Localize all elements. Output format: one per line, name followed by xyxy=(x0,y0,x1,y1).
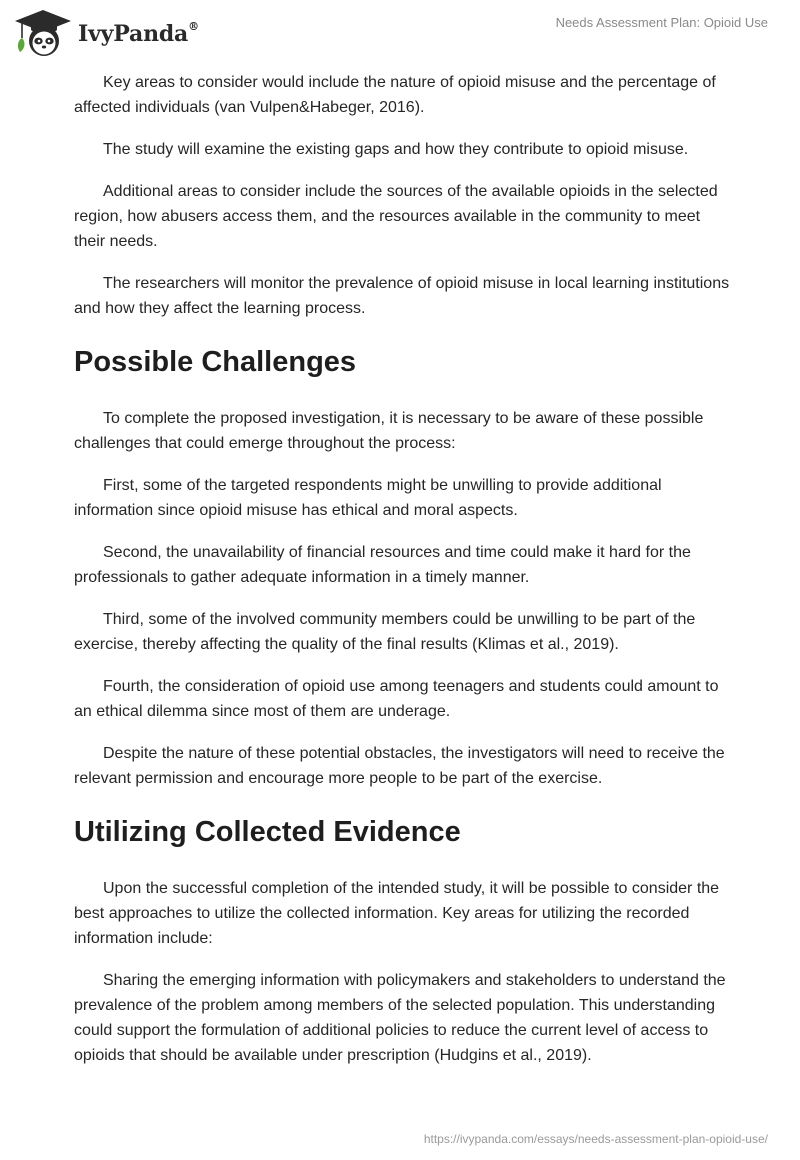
paragraph: Additional areas to consider include the sources of the available opioids in the selected region, how abusers access them, and the resources available in the community to meet their needs. xyxy=(74,183,718,250)
brand-name: IvyPanda® xyxy=(78,19,199,47)
paragraph: Despite the nature of these potential obstacles, the investigators will need to receive the relevant permission and encourage more people to be part of the exercise. xyxy=(74,745,725,787)
paragraph: The researchers will monitor the prevalence of opioid misuse in local learning institutions and how they affect the learning process. xyxy=(74,275,730,317)
panda-graduation-cap-icon xyxy=(14,8,72,58)
source-url[interactable]: https://ivypanda.com/essays/needs-assessment-plan-opioid-use/ xyxy=(423,1132,768,1146)
essay-body xyxy=(74,70,734,1085)
paragraph: Upon the successful completion of the intended study, it will be possible to consider the best approaches to utilize the collected information. Key areas for utilizing the recorded information include: xyxy=(74,880,720,947)
paragraph: First, some of the targeted respondents might be unwilling to provide additional information since opioid misuse has ethical and moral aspects. xyxy=(74,477,662,519)
paragraph: Fourth, the consideration of opioid use among teenagers and students could amount to an ethical dilemma since most of them are underage. xyxy=(74,678,719,720)
paragraph: Key areas to consider would include the nature of opioid misuse and the percentage of affected individuals (van Vulpen&Habeger, 2016). xyxy=(74,74,716,116)
section-heading-utilizing-collected-evidence: Utilizing Collected Evidence xyxy=(74,816,461,848)
paragraph: Second, the unavailability of financial resources and time could make it hard for the professionals to gather adequate information in a timely manner. xyxy=(74,544,691,586)
section-heading-possible-challenges: Possible Challenges xyxy=(74,346,357,378)
paragraph: The study will examine the existing gaps and how they contribute to opioid misuse. xyxy=(103,141,689,158)
page-header xyxy=(0,0,800,64)
ivypanda-logo[interactable] xyxy=(14,7,199,59)
document-title: Needs Assessment Plan: Opioid Use xyxy=(555,15,768,30)
paragraph: Sharing the emerging information with policymakers and stakeholders to understand the prevalence of the problem among members of the selected population. This understanding could support the formulation of additional policies to reduce the current level of access to opioids that should be available under prescription (Hudgins et al., 2019). xyxy=(74,972,726,1064)
paragraph: Third, some of the involved community members could be unwilling to be part of the exercise, thereby affecting the quality of the final results (Klimas et al., 2019). xyxy=(74,611,696,653)
paragraph: To complete the proposed investigation, it is necessary to be aware of these possible challenges that could emerge throughout the process: xyxy=(74,410,704,452)
